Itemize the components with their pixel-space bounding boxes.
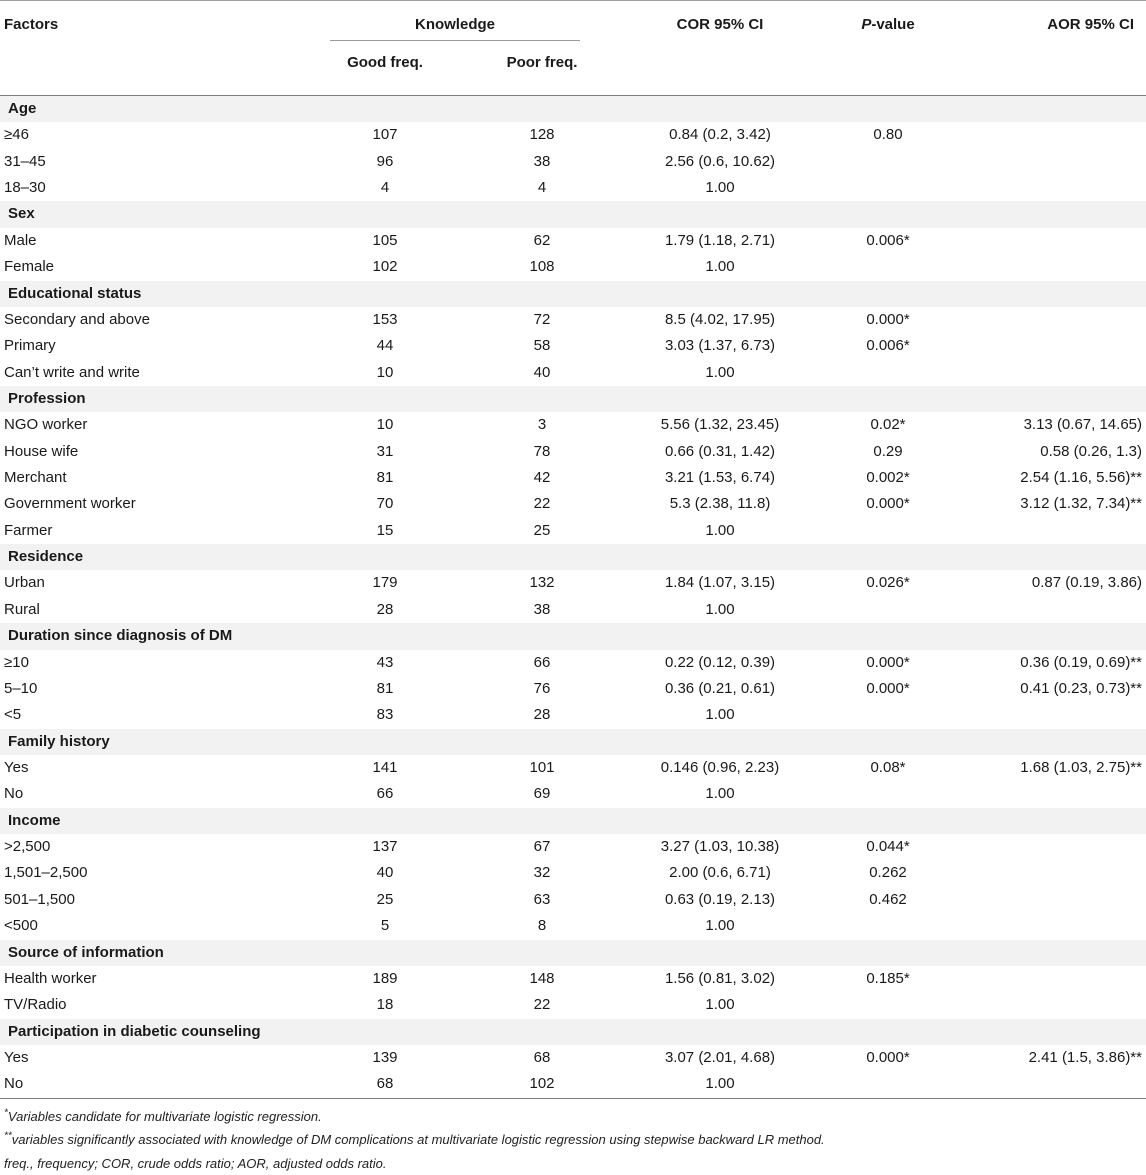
table-row (0, 781, 1146, 807)
cor-cell: 5.3 (2.38, 11.8) (669, 495, 771, 513)
cor-cell: 3.21 (1.53, 6.74) (664, 469, 776, 487)
poor-freq-cell: 69 (533, 785, 551, 803)
poor-freq-cell: 101 (529, 758, 555, 776)
footnote-text: variables significantly associated with knowledge of DM complications at multivariate logistic regression using stepwise backward LR method. (11, 1132, 825, 1148)
factor-cell: Yes (4, 1048, 29, 1066)
poor-freq-cell: 128 (529, 126, 555, 144)
cor-cell: 1.00 (705, 600, 735, 618)
good-freq-cell: 43 (376, 653, 394, 671)
poor-freq-cell: 63 (533, 890, 551, 908)
aor-cell: 0.58 (0.26, 1.3) (1040, 442, 1142, 460)
category-label: Duration since diagnosis of DM (8, 627, 233, 645)
good-freq-cell: 105 (372, 231, 398, 249)
good-freq-cell: 68 (376, 1075, 394, 1093)
cor-cell: 1.00 (705, 363, 735, 381)
poor-freq-cell: 22 (533, 996, 551, 1014)
poor-freq-cell: 28 (533, 706, 551, 724)
good-freq-cell: 137 (372, 838, 398, 856)
table-row (0, 307, 1146, 333)
factor-cell: Secondary and above (4, 310, 150, 328)
good-freq-cell: 179 (372, 574, 398, 592)
p-value-cell: 0.044* (866, 838, 910, 856)
table-row (0, 518, 1146, 544)
footnote-text: freq., frequency; COR, crude odds ratio; AOR, adjusted odds ratio. (4, 1155, 387, 1171)
cor-cell: 3.07 (2.01, 4.68) (664, 1048, 776, 1066)
factor-cell: Primary (4, 337, 56, 355)
poor-freq-cell: 58 (533, 337, 551, 355)
table-row (0, 834, 1146, 860)
p-value-cell: 0.462 (869, 890, 907, 908)
good-freq-cell: 44 (376, 337, 394, 355)
cor-cell: 1.00 (705, 258, 735, 276)
table-row (0, 570, 1146, 596)
table-row (0, 122, 1146, 148)
factor-cell: 501–1,500 (4, 890, 75, 908)
table-row (0, 254, 1146, 280)
poor-freq-cell: 62 (533, 231, 551, 249)
p-value-cell: 0.000* (866, 679, 910, 697)
factor-cell: No (4, 785, 24, 803)
factor-cell: Farmer (4, 521, 53, 539)
cor-cell: 3.03 (1.37, 6.73) (664, 337, 776, 355)
table-row (0, 491, 1146, 517)
cor-cell: 0.146 (0.96, 2.23) (660, 758, 780, 776)
cor-header: COR 95% CI (676, 16, 764, 33)
table-row (0, 1071, 1146, 1097)
good-freq-cell: 81 (376, 679, 394, 697)
factor-cell: NGO worker (4, 416, 88, 434)
good-freq-cell: 153 (372, 310, 398, 328)
aor-cell: 0.87 (0.19, 3.86) (1031, 574, 1142, 592)
header-row-2 (0, 51, 1146, 96)
good-freq-cell: 4 (380, 179, 390, 197)
aor-cell: 0.36 (0.19, 0.69)** (1020, 653, 1142, 671)
category-label: Sex (8, 205, 35, 223)
poor-freq-cell: 72 (533, 310, 551, 328)
category-row (0, 544, 1146, 570)
p-value-header: P-value (861, 16, 915, 33)
poor-freq-cell: 40 (533, 363, 551, 381)
cor-cell: 1.00 (705, 917, 735, 935)
poor-freq-cell: 68 (533, 1048, 551, 1066)
good-freq-cell: 139 (372, 1048, 398, 1066)
footnote-mark: ** (4, 1130, 12, 1142)
factor-cell: <5 (4, 706, 22, 724)
poor-freq-cell: 4 (537, 179, 547, 197)
poor-freq-cell: 25 (533, 521, 551, 539)
aor-cell: 3.13 (0.67, 14.65) (1023, 416, 1142, 434)
category-row (0, 1019, 1146, 1045)
category-row (0, 940, 1146, 966)
factor-cell: Health worker (4, 969, 97, 987)
footnote (0, 1128, 1146, 1152)
cor-cell: 1.79 (1.18, 2.71) (664, 231, 776, 249)
cor-cell: 1.84 (1.07, 3.15) (664, 574, 776, 592)
category-row (0, 96, 1146, 122)
p-value-cell: 0.000* (866, 1048, 910, 1066)
table-row (0, 650, 1146, 676)
good-freq-cell: 10 (376, 416, 394, 434)
cor-cell: 8.5 (4.02, 17.95) (664, 310, 776, 328)
factor-cell: Can’t write and write (4, 363, 140, 381)
good-freq-cell: 40 (376, 864, 394, 882)
factor-cell: 1,501–2,500 (4, 864, 88, 882)
p-value-cell: 0.000* (866, 653, 910, 671)
table-body (0, 96, 1146, 1098)
cor-cell: 0.36 (0.21, 0.61) (664, 679, 776, 697)
cor-cell: 5.56 (1.32, 23.45) (660, 416, 780, 434)
table-row (0, 360, 1146, 386)
table-row (0, 149, 1146, 175)
factor-cell: ≥10 (4, 653, 29, 671)
footnote (0, 1105, 1146, 1129)
good-freq-cell: 25 (376, 890, 394, 908)
category-row (0, 386, 1146, 412)
table-row (0, 913, 1146, 939)
good-freq-cell: 66 (376, 785, 394, 803)
p-value-cell: 0.006* (866, 337, 910, 355)
knowledge-header: Knowledge (414, 16, 495, 33)
good-freq-cell: 15 (376, 521, 394, 539)
good-freq-cell: 189 (372, 969, 398, 987)
aor-cell: 1.68 (1.03, 2.75)** (1020, 758, 1142, 776)
table-row (0, 966, 1146, 992)
p-value-cell: 0.08* (870, 758, 906, 776)
p-value-cell: 0.002* (866, 469, 910, 487)
cor-cell: 0.66 (0.31, 1.42) (664, 442, 776, 460)
cor-cell: 1.00 (705, 706, 735, 724)
factor-cell: 18–30 (4, 179, 46, 197)
category-label: Participation in diabetic counseling (8, 1022, 261, 1040)
table-row (0, 465, 1146, 491)
category-label: Profession (8, 389, 86, 407)
good-freq-cell: 28 (376, 600, 394, 618)
p-value-cell: 0.185* (866, 969, 910, 987)
category-label: Source of information (8, 943, 164, 961)
factor-cell: House wife (4, 442, 79, 460)
category-row (0, 623, 1146, 649)
factor-cell: Female (4, 258, 55, 276)
p-value-cell: 0.262 (869, 864, 907, 882)
poor-freq-cell: 102 (529, 1075, 555, 1093)
category-label: Residence (8, 548, 84, 566)
good-freq-cell: 107 (372, 126, 398, 144)
good-freq-cell: 141 (372, 758, 398, 776)
category-label: Family history (8, 732, 110, 750)
cor-cell: 1.00 (705, 1075, 735, 1093)
table-row (0, 597, 1146, 623)
factor-cell: Male (4, 231, 37, 249)
good-freq-cell: 81 (376, 469, 394, 487)
cor-cell: 1.56 (0.81, 3.02) (664, 969, 776, 987)
good-freq-cell: 83 (376, 706, 394, 724)
factor-cell: Urban (4, 574, 45, 592)
footnotes (0, 1099, 1146, 1175)
table-row (0, 333, 1146, 359)
aor-cell: 3.12 (1.32, 7.34)** (1020, 495, 1142, 513)
knowledge-underline (330, 40, 580, 41)
table-row (0, 676, 1146, 702)
aor-cell: 0.41 (0.23, 0.73)** (1020, 679, 1142, 697)
table-row (0, 175, 1146, 201)
good-freq-header: Good freq. (347, 54, 423, 71)
table-row (0, 228, 1146, 254)
cor-cell: 1.00 (705, 996, 735, 1014)
factor-cell: >2,500 (4, 838, 51, 856)
poor-freq-cell: 22 (533, 495, 551, 513)
factor-cell: 5–10 (4, 679, 38, 697)
poor-freq-cell: 76 (533, 679, 551, 697)
category-label: Educational status (8, 284, 142, 302)
poor-freq-cell: 66 (533, 653, 551, 671)
factor-cell: No (4, 1075, 24, 1093)
cor-cell: 1.00 (705, 179, 735, 197)
table-row (0, 702, 1146, 728)
good-freq-cell: 10 (376, 363, 394, 381)
cor-cell: 0.22 (0.12, 0.39) (664, 653, 776, 671)
cor-cell: 3.27 (1.03, 10.38) (660, 838, 780, 856)
cor-cell: 1.00 (705, 521, 735, 539)
poor-freq-cell: 3 (537, 416, 547, 434)
factor-cell: Yes (4, 758, 29, 776)
good-freq-cell: 5 (380, 917, 390, 935)
good-freq-cell: 70 (376, 495, 394, 513)
p-value-cell: 0.006* (866, 231, 910, 249)
table-row (0, 439, 1146, 465)
factor-cell: 31–45 (4, 152, 46, 170)
good-freq-cell: 102 (372, 258, 398, 276)
cor-cell: 2.00 (0.6, 6.71) (669, 864, 771, 882)
category-label: Income (8, 811, 61, 829)
aor-cell: 2.41 (1.5, 3.86)** (1028, 1048, 1142, 1066)
poor-freq-cell: 38 (533, 152, 551, 170)
poor-freq-cell: 42 (533, 469, 551, 487)
category-row (0, 808, 1146, 834)
cor-cell: 0.84 (0.2, 3.42) (669, 126, 771, 144)
good-freq-cell: 18 (376, 996, 394, 1014)
p-value-cell: 0.29 (873, 442, 903, 460)
p-value-cell: 0.026* (866, 574, 910, 592)
category-row (0, 281, 1146, 307)
poor-freq-cell: 8 (537, 917, 547, 935)
cor-cell: 1.00 (705, 785, 735, 803)
category-row (0, 729, 1146, 755)
poor-freq-cell: 108 (529, 258, 555, 276)
factor-cell: Government worker (4, 495, 136, 513)
poor-freq-cell: 32 (533, 864, 551, 882)
category-row (0, 201, 1146, 227)
p-value-cell: 0.000* (866, 495, 910, 513)
table-row (0, 860, 1146, 886)
table-row (0, 412, 1146, 438)
table-row (0, 992, 1146, 1018)
category-label: Age (8, 100, 37, 117)
factor-cell: ≥46 (4, 126, 29, 144)
poor-freq-cell: 38 (533, 600, 551, 618)
factors-header: Factors (4, 16, 59, 33)
factor-cell: Rural (4, 600, 40, 618)
factor-cell: TV/Radio (4, 996, 67, 1014)
poor-freq-header: Poor freq. (506, 54, 578, 71)
p-value-cell: 0.80 (873, 126, 903, 144)
good-freq-cell: 31 (376, 442, 394, 460)
poor-freq-cell: 78 (533, 442, 551, 460)
good-freq-cell: 96 (376, 152, 394, 170)
p-value-cell: 0.02* (870, 416, 906, 434)
p-value-cell: 0.000* (866, 310, 910, 328)
poor-freq-cell: 67 (533, 838, 551, 856)
factor-cell: <500 (4, 917, 38, 935)
footnote-mark: * (4, 1107, 8, 1119)
poor-freq-cell: 132 (529, 574, 555, 592)
table-row (0, 887, 1146, 913)
table-row (0, 755, 1146, 781)
footnote (0, 1152, 1146, 1175)
aor-header: AOR 95% CI (1047, 16, 1134, 33)
factor-cell: Merchant (4, 469, 67, 487)
header-row-1 (0, 0, 1146, 51)
cor-cell: 2.56 (0.6, 10.62) (664, 152, 776, 170)
aor-cell: 2.54 (1.16, 5.56)** (1020, 469, 1142, 487)
table-row (0, 1045, 1146, 1071)
poor-freq-cell: 148 (529, 969, 555, 987)
cor-cell: 0.63 (0.19, 2.13) (664, 890, 776, 908)
footnote-text: Variables candidate for multivariate logistic regression. (7, 1108, 322, 1124)
